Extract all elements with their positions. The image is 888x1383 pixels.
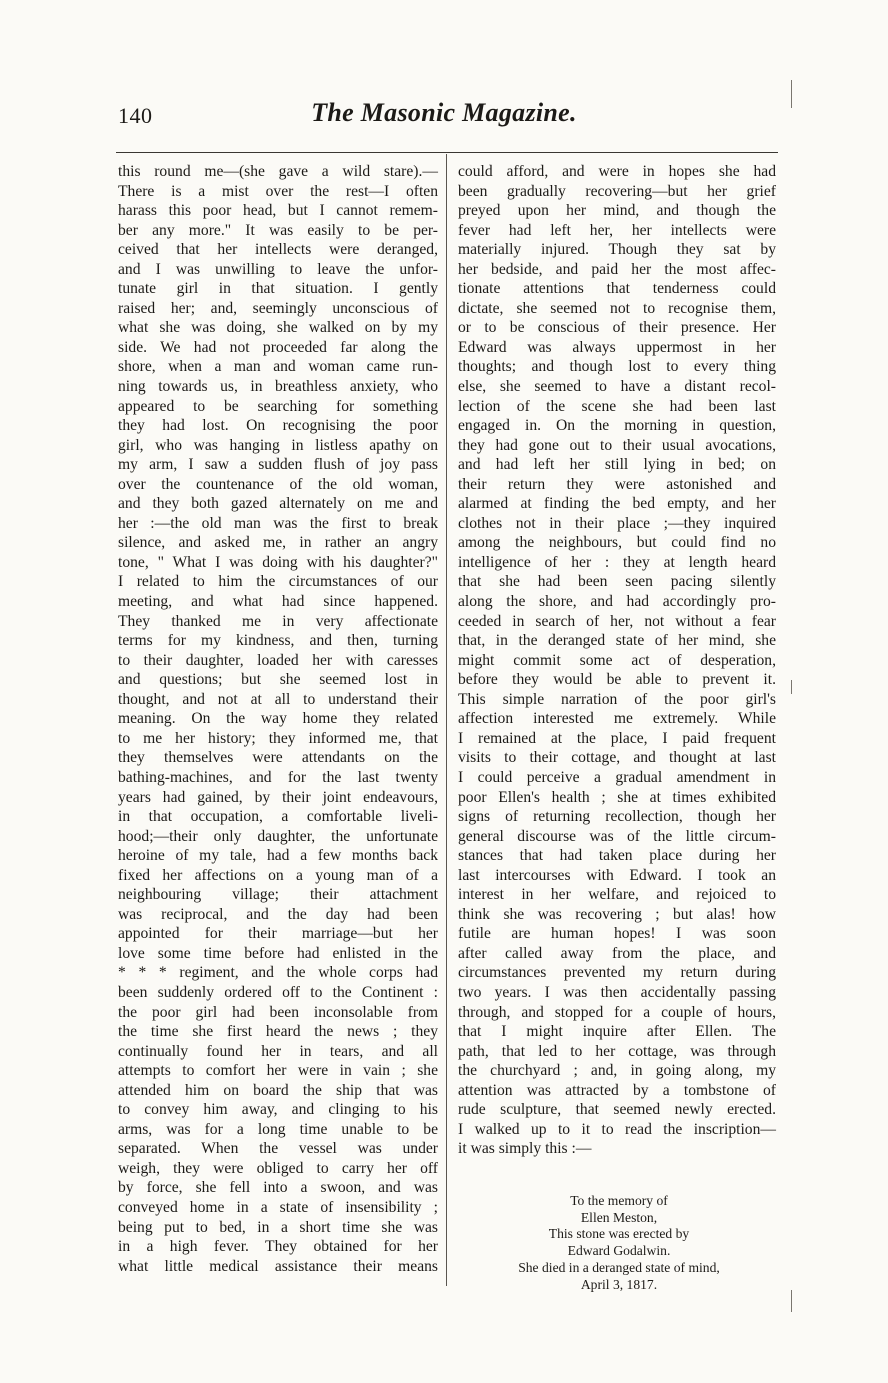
text-line: appeared to be searching for something: [118, 397, 438, 415]
margin-mark: [791, 680, 792, 694]
text-line: the churchyard ; and, in going along, my: [458, 1062, 776, 1080]
text-line: engaged in. On the morning in question,: [458, 417, 776, 435]
text-line: poor Ellen's health ; she at times exhibited: [458, 788, 776, 806]
text-line: her bedside, and paid her the most affec-: [458, 260, 776, 278]
text-line: being put to bed, in a short time she was: [118, 1218, 438, 1236]
inscription-line: She died in a deranged state of mind,: [518, 1259, 720, 1275]
text-line: else, she seemed to have a distant recol-: [458, 378, 776, 396]
text-line: attention was attracted by a tombstone of: [458, 1081, 776, 1099]
text-line: visits to their cottage, and thought at last: [458, 749, 776, 767]
running-title: The Masonic Magazine.: [311, 98, 577, 127]
text-line: along the shore, and had accordingly pro-: [458, 593, 776, 611]
text-line: There is a mist over the rest—I often: [118, 182, 438, 200]
text-line: through, and stopped for a couple of hours,: [458, 1003, 776, 1021]
text-line: conveyed home in a state of insensibility ;: [118, 1198, 438, 1216]
text-line: affection interested me extremely. While: [458, 710, 776, 728]
text-line: fixed her affections on a young man of a: [118, 866, 438, 884]
text-line: girl, who was hanging in listless apathy on: [118, 436, 438, 454]
right-column: [458, 162, 776, 1159]
text-line: tionate attentions that tenderness could: [458, 280, 776, 298]
text-line: to their daughter, loaded her with caresses: [118, 651, 438, 669]
text-line: think she was recovering ; but alas! how: [458, 905, 776, 923]
text-line: in that occupation, a comfortable liveli-: [118, 808, 438, 826]
text-line: what she was doing, she walked on by my: [118, 319, 438, 337]
text-line: by force, she fell into a swoon, and was: [118, 1179, 438, 1197]
left-column: [118, 162, 438, 1276]
text-line: last intercourses with Edward. I took an: [458, 866, 776, 884]
text-line: that she had been seen pacing silently: [458, 573, 776, 591]
inscription-line: To the memory of: [570, 1193, 668, 1208]
text-line: fever had left her, her intellects were: [458, 221, 776, 239]
text-line: my arm, I saw a sudden flush of joy pass: [118, 456, 438, 474]
text-line: weigh, they were obliged to carry her off: [118, 1159, 438, 1177]
text-line: clothes not in their place ;—they inquired: [458, 514, 776, 532]
page-number: 140: [118, 103, 153, 128]
text-line: separated. When the vessel was under: [118, 1140, 438, 1158]
text-line: and I was unwilling to leave the unfor-: [118, 260, 438, 278]
text-line: they had gone out to their usual avocations,: [458, 436, 776, 454]
text-line: materially injured. Though they sat by: [458, 241, 776, 259]
text-line: I walked up to it to read the inscription—: [458, 1120, 776, 1138]
text-line: might commit some act of desperation,: [458, 651, 776, 669]
text-line: path, that led to her cottage, was through: [458, 1042, 776, 1060]
text-line: Edward was always uppermost in her: [458, 338, 776, 356]
text-line: been suddenly ordered off to the Continent :: [118, 983, 438, 1001]
text-line: alarmed at finding the bed empty, and her: [458, 495, 776, 513]
text-line: intelligence of her : they at length heard: [458, 553, 776, 571]
text-line: could afford, and were in hopes she had: [458, 163, 776, 180]
text-line: ning towards us, in breathless anxiety, who: [118, 378, 438, 396]
text-line: love some time before had enlisted in the: [118, 944, 438, 962]
text-line: and they both gazed alternately on me and: [118, 495, 438, 513]
column-divider: [446, 154, 447, 1286]
text-line: tone, " What I was doing with his daughter?": [118, 553, 438, 571]
inscription-line: This stone was erected by: [548, 1226, 690, 1242]
text-line: to convey him away, and clinging to his: [118, 1101, 438, 1119]
text-line: they had lost. On recognising the poor: [118, 417, 438, 435]
text-line: that I might inquire after Ellen. The: [458, 1023, 776, 1041]
text-line: signs of returning recollection, though her: [458, 808, 776, 826]
text-line: continually found her in tears, and all: [118, 1042, 438, 1060]
text-line: They thanked me in very affectionate: [118, 612, 438, 630]
text-line: This simple narration of the poor girl's: [458, 690, 776, 708]
text-line: it was simply this :—: [458, 1140, 592, 1158]
text-line: general discourse was of the little circum-: [458, 827, 776, 845]
text-line: interest in her welfare, and rejoiced to: [458, 886, 776, 904]
text-line: harass this poor head, but I cannot remem-: [118, 202, 438, 220]
text-line: bathing-machines, and for the last twenty: [118, 768, 438, 786]
text-line: thoughts; and though lost to every thing: [458, 358, 776, 376]
text-line: among the neighbours, but could find no: [458, 534, 776, 552]
margin-mark: [791, 1290, 792, 1312]
inscription-line: Edward Godalwin.: [567, 1243, 671, 1259]
text-line: over the countenance of the old woman,: [118, 475, 438, 493]
text-line: the poor girl had been inconsolable from: [118, 1003, 438, 1021]
text-line: meeting, and what had since happened.: [118, 593, 438, 611]
text-line: after called away from the place, and: [458, 944, 776, 962]
text-line: tunate girl in that situation. I gently: [118, 280, 438, 298]
text-line: preyed upon her mind, and though the: [458, 202, 776, 220]
text-line: dictate, she seemed not to recognise them,: [458, 299, 776, 317]
text-line: two years. I was then accidentally passing: [458, 983, 776, 1001]
text-line: terms for my kindness, and then, turning: [118, 632, 438, 650]
text-line: the time she first heard the news ; they: [118, 1023, 438, 1041]
text-line: futile are human hopes! I was soon: [458, 925, 776, 943]
text-line: appointed for their marriage—but her: [118, 925, 438, 943]
text-line: neighbouring village; their attachment: [118, 886, 438, 904]
text-line: to me her history; they informed me, that: [118, 729, 438, 747]
text-line: * * * regiment, and the whole corps had: [118, 964, 438, 982]
text-line: and had left her still lying in bed; on: [458, 456, 776, 474]
tombstone-inscription: [458, 1193, 780, 1293]
margin-mark: [791, 80, 792, 108]
text-line: ceived that her intellects were deranged,: [118, 241, 438, 259]
text-line: attended him on board the ship that was: [118, 1081, 438, 1099]
text-line: been gradually recovering—but her grief: [458, 182, 776, 200]
text-line: meaning. On the way home they related: [118, 710, 438, 728]
text-line: shore, when a man and woman came run-: [118, 358, 438, 376]
text-line: lection of the scene she had been last: [458, 397, 776, 415]
text-line: years had gained, by their joint endeavours,: [118, 788, 438, 806]
text-line: side. We had not proceeded far along the: [118, 338, 438, 356]
text-line: thought, and not at all to understand their: [118, 690, 438, 708]
text-line: attempts to comfort her were in vain ; she: [118, 1062, 438, 1080]
text-line: silence, and asked me, in rather an angry: [118, 534, 438, 552]
text-line: ber any more." It was easily to be per-: [118, 221, 438, 239]
text-line: her :—the old man was the first to break: [118, 514, 438, 532]
text-line: they themselves were attendants on the: [118, 749, 438, 767]
text-line: this round me—(she gave a wild stare).—: [118, 163, 438, 180]
text-line: I remained at the place, I paid frequent: [458, 729, 776, 747]
text-line: heroine of my tale, had a few months back: [118, 847, 438, 865]
text-line: that, in the deranged state of her mind, she: [458, 632, 776, 650]
text-line: hood;—their only daughter, the unfortunate: [118, 827, 438, 845]
text-line: arms, was for a long time unable to be: [118, 1120, 438, 1138]
text-line: rude sculpture, that seemed newly erected.: [458, 1101, 776, 1119]
text-line: their return they were astonished and: [458, 475, 776, 493]
inscription-line: Ellen Meston,: [580, 1209, 658, 1225]
text-line: stances that had taken place during her: [458, 847, 776, 865]
header-rule: [116, 152, 778, 153]
inscription-line: April 3, 1817.: [580, 1276, 658, 1292]
text-line: was reciprocal, and the day had been: [118, 905, 438, 923]
text-line: what little medical assistance their means: [118, 1257, 438, 1275]
text-line: and questions; but she seemed lost in: [118, 671, 438, 689]
text-line: ceeded in search of her, not without a fear: [458, 612, 776, 630]
text-line: or to be conscious of their presence. Her: [458, 319, 776, 337]
text-line: circumstances prevented my return during: [458, 964, 776, 982]
text-line: raised her; and, seemingly unconscious of: [118, 299, 438, 317]
text-line: I could perceive a gradual amendment in: [458, 768, 776, 786]
text-line: I related to him the circumstances of our: [118, 573, 438, 591]
text-line: in a high fever. They obtained for her: [118, 1238, 438, 1256]
text-line: before they would be able to prevent it.: [458, 671, 776, 689]
